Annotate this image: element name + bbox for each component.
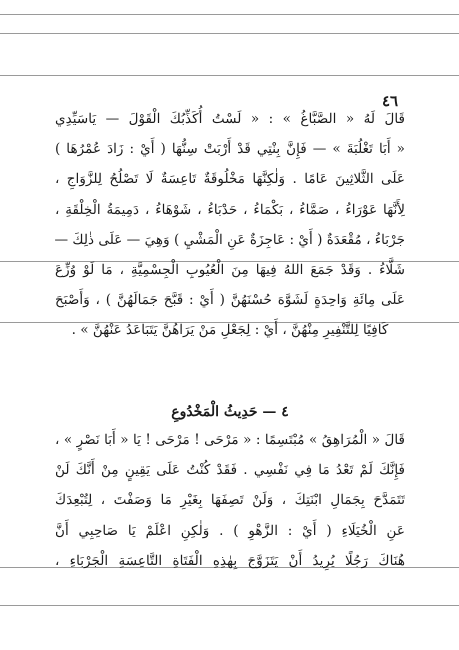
page-number: ٤٦ bbox=[382, 92, 399, 110]
paragraph-1 bbox=[55, 104, 405, 346]
text-line: لِأَنَّهَا عَوْرَاءُ ، صَمَّاءُ ، بَكْمَاءُ ، حَدْبَاءُ ، شَوْهَاءُ ، دَمِيمَةُ الْخِلْقَةِ ، bbox=[55, 201, 405, 218]
text-line: عَنِ الْخُيَلَاءِ ( أَيْ : الزَّهْوِ ) . وَلٰكِنِ اعْلَمْ يَا صَاحِبِي أَنَّ bbox=[55, 522, 405, 539]
text-line: عَلَى الثَّلاثِينَ عَامًا . وَلٰكِنَّهَا مَخْلُوقَةٌ تَاعِسَةٌ لَا تَصْلُحُ لِلزَّوَاجِ ، bbox=[55, 171, 405, 188]
rule-2 bbox=[0, 33, 459, 34]
text-line: « أَبَا تَغْلُبَةَ » — فَإِنَّ بِنْتِي قَدْ أَرْبَتْ سِنُّهَا ( أَيْ : زَادَ عُمْرُهَا ) bbox=[55, 141, 405, 158]
text-line: قَالَ « الْمُرَاهِقُ » مُبْتَسِمًا : « مَرْحَى ! مَرْحَى ! يَا « أَبَا نَصْرٍ » ، bbox=[55, 432, 405, 448]
text-line: هُنَاكَ رَجُلًا يُرِيدُ أَنْ يَتَزَوَّجَ بِهٰذِهِ الْفَتَاةِ التَّاعِسَةِ الْجَرْبَاءِ ، bbox=[55, 552, 405, 569]
rule-3 bbox=[0, 75, 459, 76]
text-line: تَتَمَدَّحَ بِجَمَالِ ابْنَتِكَ ، وَلَنْ تَصِفَهَا بِغَيْرِ مَا وَصَفْتَ ، لِتُبْعِدَكَ bbox=[55, 492, 405, 509]
bottom-rule bbox=[0, 605, 459, 606]
text-line: جَرْبَاءُ ، مُقْعَدَةٌ ( أَيْ : عَاجِزَةٌ عَنِ الْمَشْيِ ) وَهِيَ — عَلَى ذٰلِكَ — bbox=[55, 231, 405, 248]
text-line: قَالَ لَهُ « الصَّبَّاغُ » : « لَسْتُ أُكَذِّبُكَ الْقَوْلَ — يَاسَيِّدِي bbox=[55, 111, 405, 127]
text-line: فَإِنَّكَ لَمْ تَعْدُ مَا فِي نَفْسِي . فَقَدْ كُنْتُ عَلَى يَقِينٍ مِنْ أَنَّكَ لَنْ bbox=[55, 462, 405, 479]
text-line: كَافِيًا لِلتَّنْفِيرِ مِنْهُنَّ ، أَيْ : لِجَعْلِ مَنْ يَرَاهُنَّ يَتَبَاعَدُ عَنْهُنَّ » . bbox=[71, 322, 389, 339]
top-rule bbox=[0, 14, 459, 15]
text-line: عَلَى مِائَةِ وَاحِدَةٍ لَشَوَّهَ حُسْنَهُنَّ ( أَيْ : قَبَّحَ جَمَالَهُنَّ ) ، وَأَصْبَحَ bbox=[55, 292, 405, 309]
paragraph-2 bbox=[55, 425, 405, 576]
section-heading: ٤ — حَدِيثُ الْمَخْدُوعِ bbox=[171, 404, 289, 420]
text-line: شَلَّاءُ . وَقَدْ جَمَعَ اللهُ فِيهَا مِنَ الْعُيُوبِ الْجِسْمِيَّةِ ، مَا لَوْ وُزِّعَ bbox=[55, 261, 405, 278]
